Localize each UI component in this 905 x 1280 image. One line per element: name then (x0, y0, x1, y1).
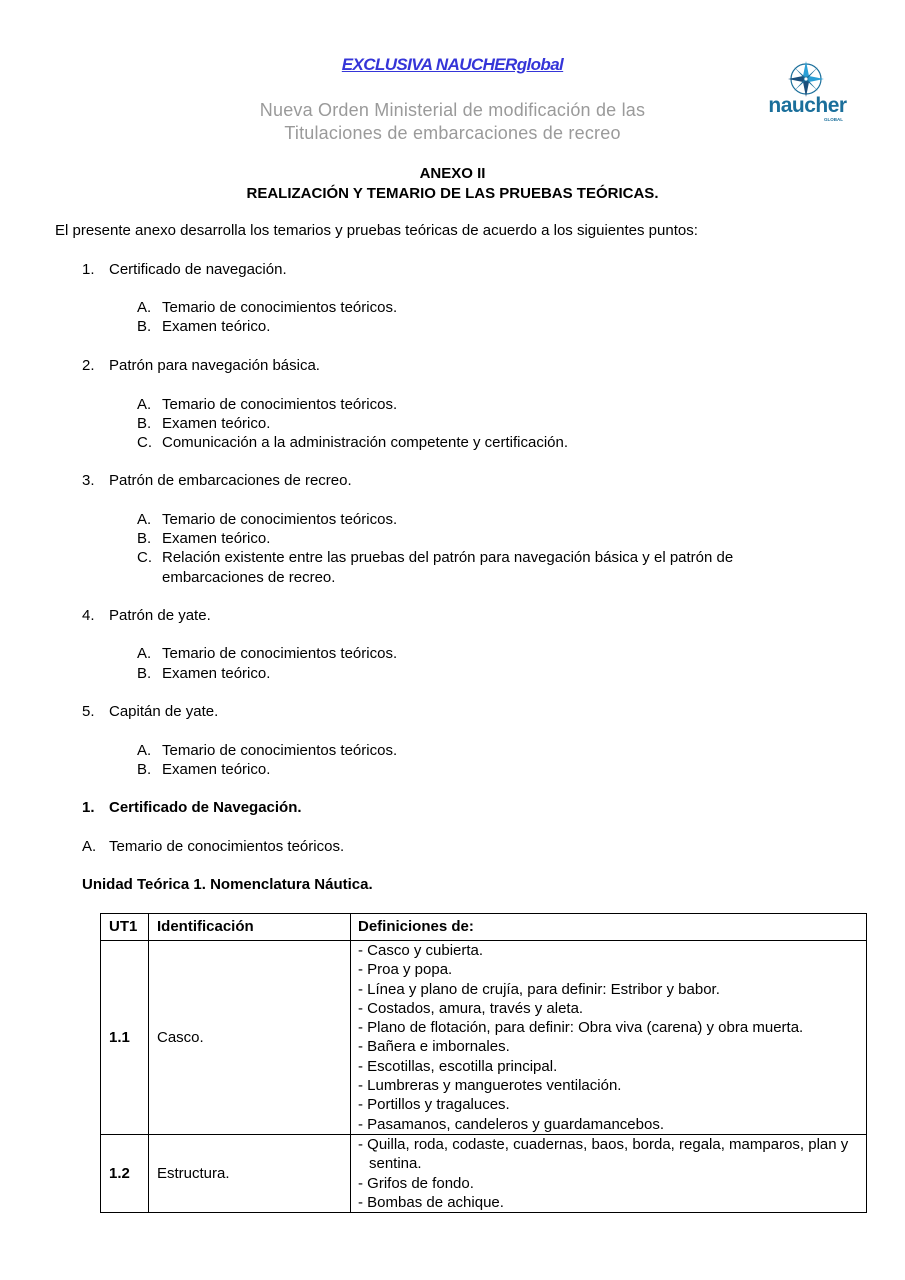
definition-item: - Portillos y tragaluces. (358, 1096, 510, 1114)
section-title: Certificado de Navegación. (109, 799, 302, 816)
outline-item-label: Certificado de navegación. (109, 261, 287, 278)
outline-sub-letter: B. (137, 761, 152, 778)
outline-sub-letter: B. (137, 665, 152, 682)
outline-sub-letter: A. (137, 396, 152, 413)
subtitle-line-1: Nueva Orden Ministerial de modificación de las (259, 100, 646, 120)
outline-sub-item: Examen teórico. (162, 761, 271, 778)
header-cell-identification: Identificación (149, 914, 351, 941)
outline-number: 5. (82, 703, 95, 720)
outline-sub-item: Temario de conocimientos teóricos. (162, 511, 398, 528)
outline-sub-item: Examen teórico. (162, 665, 271, 682)
row-identification: Estructura. (149, 1134, 351, 1212)
annex-title: ANEXO II (419, 165, 486, 182)
header-cell-definitions: Definiciones de: (351, 914, 867, 941)
outline-sub-letter: C. (137, 434, 152, 451)
outline-sub-item: Relación existente entre las pruebas del patrón para navegación básica y el patrón de (162, 549, 734, 566)
definition-item: - Costados, amura, través y aleta. (358, 999, 584, 1017)
table-row (101, 1134, 867, 1212)
outline-sub-letter: A. (137, 645, 152, 662)
intro-paragraph: El presente anexo desarrolla los temarios y pruebas teóricas de acuerdo a los siguientes puntos: (55, 222, 698, 239)
outline-sub-letter: A. (137, 299, 152, 316)
subsection-letter: A. (82, 838, 97, 855)
definition-item: - Pasamanos, candeleros y guardamancebos. (358, 1115, 665, 1133)
row-definitions (351, 941, 867, 1135)
row-definitions (351, 1134, 867, 1212)
outline-number: 1. (82, 261, 95, 278)
row-code: 1.2 (101, 1134, 149, 1212)
definition-item: - Casco y cubierta. (358, 942, 484, 959)
section-number: 1. (82, 799, 95, 816)
outline-sub-letter: B. (137, 530, 152, 547)
nomenclature-table (100, 913, 867, 1213)
definition-item: - Quilla, roda, codaste, cuadernas, baos, borda, regala, mamparos, plan y sentina. (358, 1135, 849, 1173)
definition-item: - Bombas de achique. (358, 1193, 504, 1211)
outline-sub-item: Temario de conocimientos teóricos. (162, 742, 398, 759)
unit-title: Unidad Teórica 1. Nomenclatura Náutica. (82, 876, 373, 893)
definition-item: - Plano de flotación, para definir: Obra viva (carena) y obra muerta. (358, 1019, 804, 1037)
outline-item-label: Capitán de yate. (109, 703, 219, 720)
outline-number: 4. (82, 607, 95, 624)
outline-sub-item: Examen teórico. (162, 415, 271, 432)
outline-item-label: Patrón de yate. (109, 607, 211, 624)
compass-rose-icon (787, 60, 825, 98)
naucher-logo (765, 60, 850, 125)
annex-subtitle: REALIZACIÓN Y TEMARIO DE LAS PRUEBAS TEÓRICAS. (246, 185, 659, 202)
outline-number: 2. (82, 357, 95, 374)
definition-item: - Grifos de fondo. (358, 1174, 474, 1192)
definition-item: - Lumbreras y manguerotes ventilación. (358, 1077, 622, 1095)
outline-sub-letter: A. (137, 742, 152, 759)
outline-sub-item: Examen teórico. (162, 530, 271, 547)
outline-item-label: Patrón de embarcaciones de recreo. (109, 472, 352, 489)
outline-sub-item: Temario de conocimientos teóricos. (162, 645, 398, 662)
outline-item-label: Patrón para navegación básica. (109, 357, 320, 374)
outline-sub-item: Temario de conocimientos teóricos. (162, 396, 398, 413)
row-identification: Casco. (149, 941, 351, 1135)
subtitle-line-2: Titulaciones de embarcaciones de recreo (284, 123, 621, 143)
outline-sub-letter: B. (137, 415, 152, 432)
outline-sub-item: Temario de conocimientos teóricos. (162, 299, 398, 316)
outline-sub-item: Examen teórico. (162, 318, 271, 335)
logo-tagline: GLOBAL (824, 117, 843, 122)
logo-wordmark: naucher (768, 94, 847, 117)
outline-sub-item-continuation: embarcaciones de recreo. (162, 569, 336, 586)
table-row (101, 941, 867, 1135)
definition-item: - Escotillas, escotilla principal. (358, 1057, 558, 1075)
definition-item: - Proa y popa. (358, 961, 453, 979)
exclusive-link[interactable]: EXCLUSIVA NAUCHERglobal (341, 55, 564, 74)
outline-sub-letter: B. (137, 318, 152, 335)
header-cell-ut: UT1 (101, 914, 149, 941)
definition-item: - Línea y plano de crujía, para definir: Estribor y babor. (358, 980, 720, 998)
outline-sub-letter: A. (137, 511, 152, 528)
outline-number: 3. (82, 472, 95, 489)
subsection-title: Temario de conocimientos teóricos. (109, 838, 345, 855)
table-header-row (101, 914, 867, 941)
definition-item: - Bañera e imbornales. (358, 1038, 510, 1056)
row-code: 1.1 (101, 941, 149, 1135)
outline-sub-letter: C. (137, 549, 152, 566)
outline-sub-item: Comunicación a la administración competente y certificación. (162, 434, 569, 451)
